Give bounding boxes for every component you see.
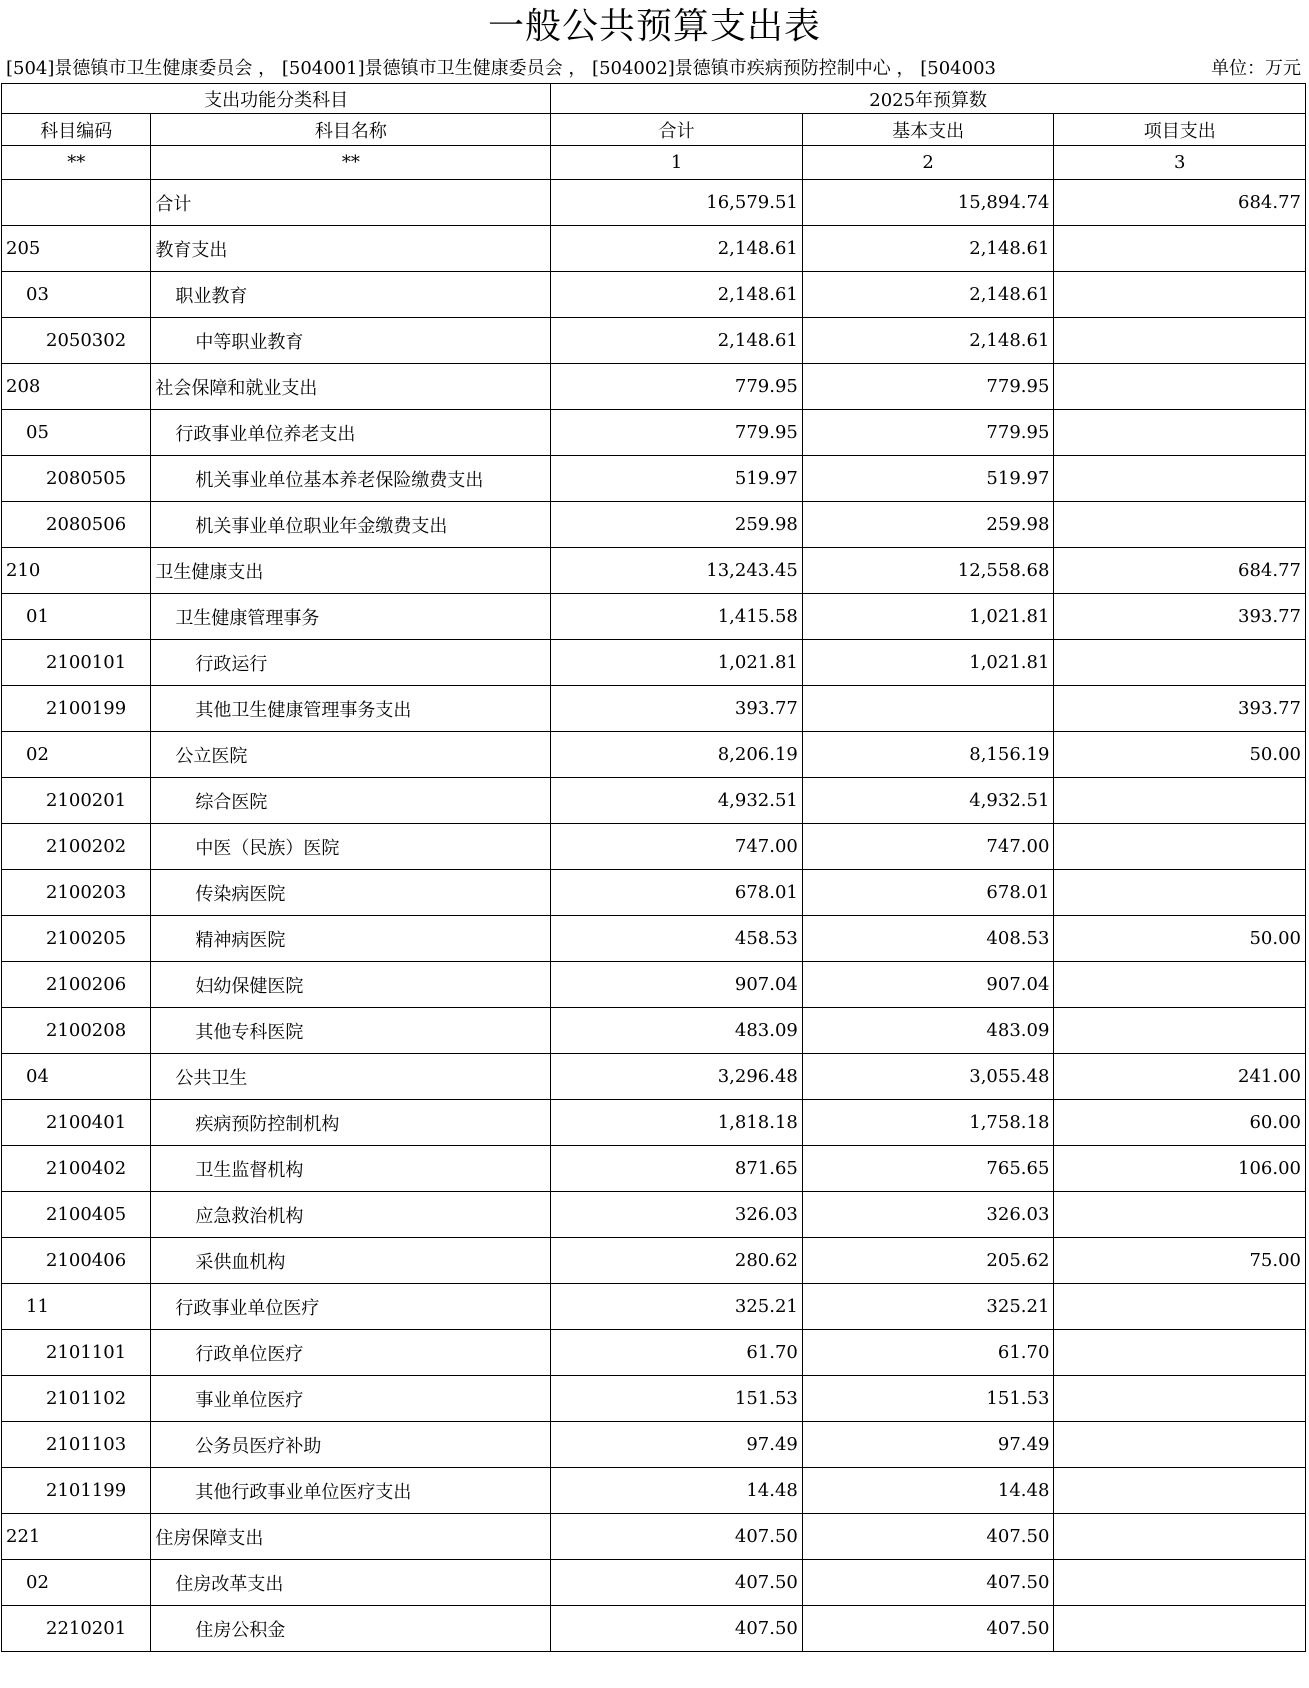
total-amount: 2,148.61 — [551, 318, 803, 364]
subject-name: 职业教育 — [151, 272, 551, 318]
subject-name: 中医（民族）医院 — [151, 824, 551, 870]
subject-name: 综合医院 — [151, 778, 551, 824]
basic-amount: 205.62 — [802, 1238, 1054, 1284]
basic-amount: 12,558.68 — [802, 548, 1054, 594]
table-row — [2, 456, 1306, 502]
subject-name: 妇幼保健医院 — [151, 962, 551, 1008]
table-row — [2, 824, 1306, 870]
subject-name: 住房保障支出 — [151, 1514, 551, 1560]
subject-code: 2050302 — [2, 318, 151, 364]
basic-amount: 3,055.48 — [802, 1054, 1054, 1100]
total-amount: 747.00 — [551, 824, 803, 870]
project-amount: 393.77 — [1054, 594, 1306, 640]
table-row — [2, 364, 1306, 410]
table-row — [2, 640, 1306, 686]
header-group-budget: 2025年预算数 — [551, 84, 1306, 114]
subject-code: 05 — [2, 410, 151, 456]
subject-name: 行政运行 — [151, 640, 551, 686]
table-row — [2, 1192, 1306, 1238]
index-project: 3 — [1054, 146, 1306, 180]
table-row — [2, 502, 1306, 548]
subject-code: 02 — [2, 732, 151, 778]
header-basic: 基本支出 — [802, 114, 1054, 146]
project-amount — [1054, 1330, 1306, 1376]
total-amount: 779.95 — [551, 410, 803, 456]
subject-name: 机关事业单位职业年金缴费支出 — [151, 502, 551, 548]
header-total: 合计 — [551, 114, 803, 146]
subject-code: 02 — [2, 1560, 151, 1606]
table-row — [2, 1284, 1306, 1330]
index-total: 1 — [551, 146, 803, 180]
project-amount — [1054, 870, 1306, 916]
index-basic: 2 — [802, 146, 1054, 180]
table-row — [2, 870, 1306, 916]
subject-code: 03 — [2, 272, 151, 318]
header-project: 项目支出 — [1054, 114, 1306, 146]
project-amount: 50.00 — [1054, 916, 1306, 962]
total-amount: 280.62 — [551, 1238, 803, 1284]
basic-amount: 2,148.61 — [802, 226, 1054, 272]
project-amount: 241.00 — [1054, 1054, 1306, 1100]
project-amount — [1054, 1008, 1306, 1054]
table-row — [2, 732, 1306, 778]
project-amount — [1054, 962, 1306, 1008]
table-row — [2, 686, 1306, 732]
total-amount: 8,206.19 — [551, 732, 803, 778]
project-amount — [1054, 318, 1306, 364]
subject-code: 2101102 — [2, 1376, 151, 1422]
project-amount: 393.77 — [1054, 686, 1306, 732]
subject-name: 合计 — [151, 180, 551, 226]
total-amount: 907.04 — [551, 962, 803, 1008]
subject-name: 教育支出 — [151, 226, 551, 272]
basic-amount: 1,021.81 — [802, 640, 1054, 686]
subject-name: 采供血机构 — [151, 1238, 551, 1284]
basic-amount: 151.53 — [802, 1376, 1054, 1422]
table-body — [2, 180, 1306, 1652]
total-amount: 325.21 — [551, 1284, 803, 1330]
basic-amount: 14.48 — [802, 1468, 1054, 1514]
subject-name: 行政事业单位养老支出 — [151, 410, 551, 456]
basic-amount: 15,894.74 — [802, 180, 1054, 226]
basic-amount: 408.53 — [802, 916, 1054, 962]
subject-code: 04 — [2, 1054, 151, 1100]
subject-code: 2210201 — [2, 1606, 151, 1652]
subject-code: 210 — [2, 548, 151, 594]
total-amount: 13,243.45 — [551, 548, 803, 594]
subject-name: 其他卫生健康管理事务支出 — [151, 686, 551, 732]
project-amount — [1054, 778, 1306, 824]
header-group-function: 支出功能分类科目 — [2, 84, 551, 114]
subject-code: 2100202 — [2, 824, 151, 870]
table-row — [2, 916, 1306, 962]
header-index-row — [2, 146, 1306, 180]
total-amount: 259.98 — [551, 502, 803, 548]
subject-code: 2080506 — [2, 502, 151, 548]
basic-amount: 97.49 — [802, 1422, 1054, 1468]
subject-code: 2101199 — [2, 1468, 151, 1514]
basic-amount: 2,148.61 — [802, 272, 1054, 318]
total-amount: 4,932.51 — [551, 778, 803, 824]
subject-code: 01 — [2, 594, 151, 640]
basic-amount: 407.50 — [802, 1606, 1054, 1652]
total-amount: 2,148.61 — [551, 226, 803, 272]
table-row — [2, 1100, 1306, 1146]
total-amount: 2,148.61 — [551, 272, 803, 318]
subject-name: 公务员医疗补助 — [151, 1422, 551, 1468]
basic-amount: 61.70 — [802, 1330, 1054, 1376]
basic-amount: 779.95 — [802, 410, 1054, 456]
subject-name: 事业单位医疗 — [151, 1376, 551, 1422]
header-group-row — [2, 84, 1306, 114]
basic-amount: 1,021.81 — [802, 594, 1054, 640]
project-amount — [1054, 1192, 1306, 1238]
subject-name: 社会保障和就业支出 — [151, 364, 551, 410]
subject-code: 2100405 — [2, 1192, 151, 1238]
subject-code: 2101101 — [2, 1330, 151, 1376]
subject-name: 公立医院 — [151, 732, 551, 778]
project-amount: 60.00 — [1054, 1100, 1306, 1146]
subject-code: 221 — [2, 1514, 151, 1560]
project-amount — [1054, 1376, 1306, 1422]
basic-amount: 1,758.18 — [802, 1100, 1054, 1146]
basic-amount: 259.98 — [802, 502, 1054, 548]
project-amount — [1054, 1514, 1306, 1560]
project-amount: 50.00 — [1054, 732, 1306, 778]
project-amount — [1054, 1422, 1306, 1468]
table-row — [2, 1560, 1306, 1606]
total-amount: 16,579.51 — [551, 180, 803, 226]
header-column-row — [2, 114, 1306, 146]
project-amount — [1054, 272, 1306, 318]
table-row — [2, 1330, 1306, 1376]
project-amount — [1054, 364, 1306, 410]
total-amount: 678.01 — [551, 870, 803, 916]
subject-name: 精神病医院 — [151, 916, 551, 962]
project-amount — [1054, 456, 1306, 502]
project-amount: 684.77 — [1054, 180, 1306, 226]
subject-code: 208 — [2, 364, 151, 410]
table-row — [2, 1054, 1306, 1100]
subject-name: 卫生健康管理事务 — [151, 594, 551, 640]
project-amount — [1054, 1468, 1306, 1514]
project-amount — [1054, 640, 1306, 686]
total-amount: 779.95 — [551, 364, 803, 410]
total-amount: 1,818.18 — [551, 1100, 803, 1146]
table-row — [2, 1514, 1306, 1560]
basic-amount — [802, 686, 1054, 732]
subject-code: 2100206 — [2, 962, 151, 1008]
total-amount: 407.50 — [551, 1560, 803, 1606]
project-amount — [1054, 226, 1306, 272]
basic-amount: 747.00 — [802, 824, 1054, 870]
total-amount: 97.49 — [551, 1422, 803, 1468]
project-amount — [1054, 502, 1306, 548]
subject-name: 行政单位医疗 — [151, 1330, 551, 1376]
table-row — [2, 1008, 1306, 1054]
subject-name: 传染病医院 — [151, 870, 551, 916]
subject-name: 其他行政事业单位医疗支出 — [151, 1468, 551, 1514]
subject-code: 2080505 — [2, 456, 151, 502]
subject-name: 卫生监督机构 — [151, 1146, 551, 1192]
total-amount: 326.03 — [551, 1192, 803, 1238]
budget-table — [1, 83, 1306, 1652]
subject-code: 2100401 — [2, 1100, 151, 1146]
table-row — [2, 272, 1306, 318]
subject-code: 2100402 — [2, 1146, 151, 1192]
index-code: ** — [2, 146, 151, 180]
subject-code: 11 — [2, 1284, 151, 1330]
basic-amount: 325.21 — [802, 1284, 1054, 1330]
table-row — [2, 778, 1306, 824]
subject-name: 行政事业单位医疗 — [151, 1284, 551, 1330]
total-amount: 458.53 — [551, 916, 803, 962]
project-amount: 106.00 — [1054, 1146, 1306, 1192]
subject-name: 卫生健康支出 — [151, 548, 551, 594]
subject-name: 机关事业单位基本养老保险缴费支出 — [151, 456, 551, 502]
basic-amount: 907.04 — [802, 962, 1054, 1008]
header-code: 科目编码 — [2, 114, 151, 146]
total-amount: 61.70 — [551, 1330, 803, 1376]
unit-label: 单位：万元 — [1211, 58, 1301, 79]
table-row — [2, 226, 1306, 272]
table-row — [2, 1468, 1306, 1514]
total-amount: 483.09 — [551, 1008, 803, 1054]
basic-amount: 407.50 — [802, 1560, 1054, 1606]
subject-code: 2100205 — [2, 916, 151, 962]
total-amount: 519.97 — [551, 456, 803, 502]
table-row — [2, 410, 1306, 456]
header-name: 科目名称 — [151, 114, 551, 146]
total-amount: 151.53 — [551, 1376, 803, 1422]
basic-amount: 765.65 — [802, 1146, 1054, 1192]
project-amount — [1054, 410, 1306, 456]
subject-name: 住房改革支出 — [151, 1560, 551, 1606]
subject-name: 应急救治机构 — [151, 1192, 551, 1238]
subject-name: 住房公积金 — [151, 1606, 551, 1652]
subject-code — [2, 180, 151, 226]
subject-name: 疾病预防控制机构 — [151, 1100, 551, 1146]
table-row — [2, 1146, 1306, 1192]
project-amount: 75.00 — [1054, 1238, 1306, 1284]
subject-code: 2100201 — [2, 778, 151, 824]
subject-name: 中等职业教育 — [151, 318, 551, 364]
subject-code: 2100101 — [2, 640, 151, 686]
subject-name: 其他专科医院 — [151, 1008, 551, 1054]
basic-amount: 326.03 — [802, 1192, 1054, 1238]
subject-code: 2100208 — [2, 1008, 151, 1054]
table-row — [2, 1376, 1306, 1422]
table-row — [2, 548, 1306, 594]
total-amount: 3,296.48 — [551, 1054, 803, 1100]
project-amount — [1054, 824, 1306, 870]
table-row — [2, 1606, 1306, 1652]
table-row — [2, 318, 1306, 364]
unit-list: [504]景德镇市卫生健康委员会 ， [504001]景德镇市卫生健康委员会 ， [504002]景德镇市疾病预防控制中心 ， [504003 — [6, 58, 996, 79]
table-row — [2, 1238, 1306, 1284]
basic-amount: 779.95 — [802, 364, 1054, 410]
total-amount: 1,415.58 — [551, 594, 803, 640]
basic-amount: 2,148.61 — [802, 318, 1054, 364]
subject-name: 公共卫生 — [151, 1054, 551, 1100]
total-amount: 407.50 — [551, 1606, 803, 1652]
table-row — [2, 962, 1306, 1008]
subject-code: 205 — [2, 226, 151, 272]
subject-code: 2101103 — [2, 1422, 151, 1468]
table-row — [2, 180, 1306, 226]
total-amount: 1,021.81 — [551, 640, 803, 686]
subject-code: 2100203 — [2, 870, 151, 916]
subject-code: 2100406 — [2, 1238, 151, 1284]
project-amount — [1054, 1560, 1306, 1606]
basic-amount: 407.50 — [802, 1514, 1054, 1560]
total-amount: 14.48 — [551, 1468, 803, 1514]
basic-amount: 8,156.19 — [802, 732, 1054, 778]
basic-amount: 519.97 — [802, 456, 1054, 502]
total-amount: 871.65 — [551, 1146, 803, 1192]
table-row — [2, 594, 1306, 640]
total-amount: 407.50 — [551, 1514, 803, 1560]
total-amount: 393.77 — [551, 686, 803, 732]
basic-amount: 483.09 — [802, 1008, 1054, 1054]
project-amount: 684.77 — [1054, 548, 1306, 594]
basic-amount: 678.01 — [802, 870, 1054, 916]
project-amount — [1054, 1284, 1306, 1330]
index-name: ** — [151, 146, 551, 180]
page-title: 一般公共预算支出表 — [487, 6, 821, 47]
subject-code: 2100199 — [2, 686, 151, 732]
basic-amount: 4,932.51 — [802, 778, 1054, 824]
project-amount — [1054, 1606, 1306, 1652]
table-row — [2, 1422, 1306, 1468]
